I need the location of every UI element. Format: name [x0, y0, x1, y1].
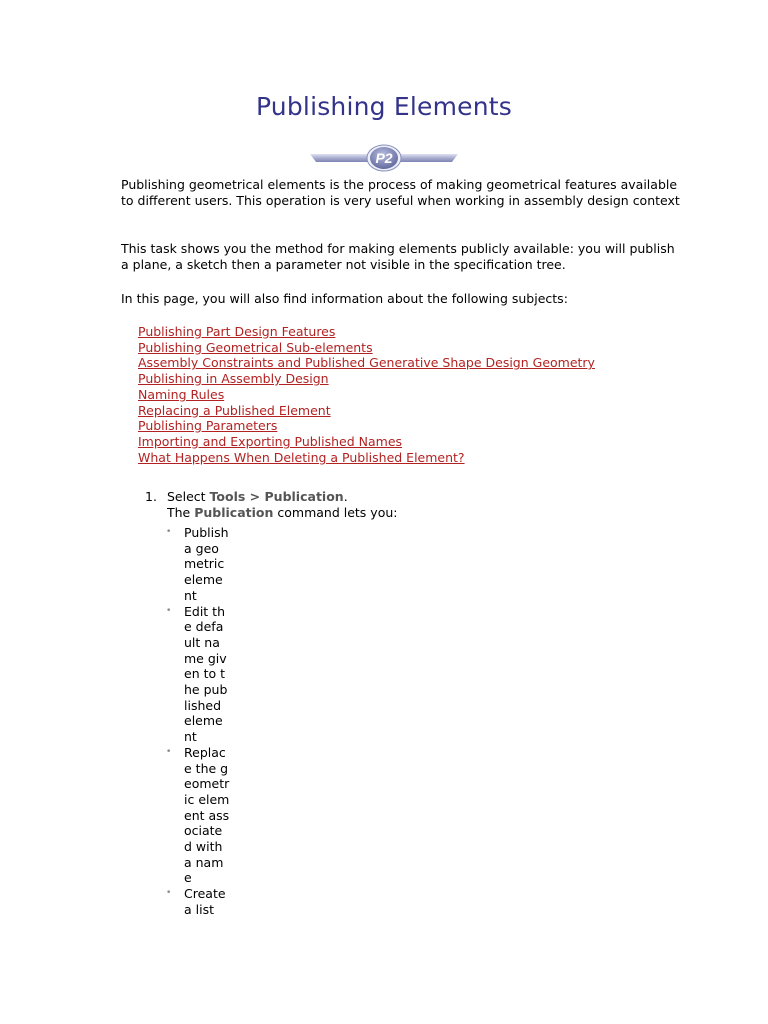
menu-item-name: Publication [264, 489, 344, 504]
link-replacing-published-element[interactable]: Replacing a Published Element [138, 402, 331, 418]
capability-text: Replace the geometric element associated with a name [184, 744, 230, 886]
intro-paragraph-2: This task shows you the method for making elements publicly available: you will publish a plane, a sketch then a parameter not visible in the specification tree. [121, 241, 675, 272]
list-item [138, 434, 595, 450]
list-item [138, 324, 595, 340]
bullet-icon: • [166, 527, 172, 537]
list-item [166, 604, 230, 745]
description-suffix: command lets you: [273, 505, 398, 520]
list-item [138, 371, 595, 387]
list-item [138, 450, 595, 466]
list-item [138, 418, 595, 434]
bullet-icon: • [166, 605, 172, 616]
link-publishing-geometrical-sub-elements[interactable]: Publishing Geometrical Sub-elements [138, 339, 373, 355]
badge-label: P2 [375, 150, 393, 166]
subject-link-list [138, 324, 595, 465]
step-number: 1. [145, 489, 157, 504]
link-assembly-constraints[interactable]: Assembly Constraints and Published Generative Shape Design Geometry [138, 355, 595, 371]
capability-text: Create a list [184, 886, 226, 917]
select-prefix: Select [167, 489, 210, 504]
p2-badge-icon [308, 143, 460, 173]
list-item [138, 340, 595, 356]
step-body [167, 489, 567, 521]
link-publishing-parameters[interactable]: Publishing Parameters [138, 418, 278, 434]
description-prefix: The [167, 505, 195, 520]
list-item [138, 403, 595, 419]
bullet-icon: • [166, 888, 172, 899]
capability-text: Edit the default name given to the published element [184, 603, 228, 745]
intro-paragraph-1: Publishing geometrical elements is the process of making geometrical features available to different users. This operation is very useful when working in assembly design context [121, 177, 680, 208]
command-name: Publication [194, 505, 274, 520]
capability-list [166, 525, 230, 918]
link-naming-rules[interactable]: Naming Rules [138, 386, 225, 402]
capability-text: Publish a geometric element [184, 525, 229, 603]
list-item [138, 387, 595, 403]
instruction-period: . [343, 489, 348, 504]
bullet-icon: • [166, 746, 172, 757]
link-publishing-part-design-features[interactable]: Publishing Part Design Features [138, 324, 336, 339]
link-importing-exporting-names[interactable]: Importing and Exporting Published Names [138, 433, 403, 449]
menu-separator: > [245, 489, 265, 504]
list-item [166, 525, 230, 604]
list-item [138, 355, 595, 371]
list-item [166, 745, 230, 886]
step-instruction [167, 489, 567, 505]
page-title: Publishing Elements [255, 92, 513, 121]
menu-name: Tools [209, 489, 246, 504]
link-publishing-in-assembly-design[interactable]: Publishing in Assembly Design [138, 371, 329, 387]
list-item [166, 886, 230, 917]
step-description [167, 505, 567, 521]
intro-paragraph-3: In this page, you will also find information about the following subjects: [121, 291, 568, 306]
link-deleting-published-element[interactable]: What Happens When Deleting a Published Element? [138, 449, 465, 465]
